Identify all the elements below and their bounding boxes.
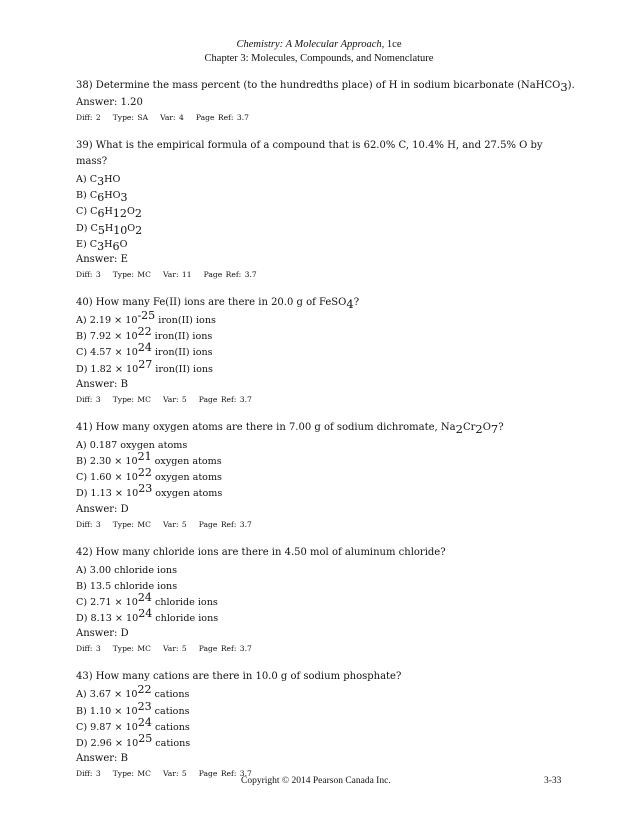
answer-line: Answer: D bbox=[76, 503, 129, 515]
question-text bbox=[76, 78, 576, 94]
subscript: 2 bbox=[455, 421, 463, 436]
text-run: D) 8.13 × 10 bbox=[76, 613, 139, 625]
metadata-field: Page Ref: 3.7 bbox=[203, 270, 257, 280]
question-metadata bbox=[76, 517, 576, 533]
text-run: cations bbox=[152, 738, 191, 750]
metadata-field: Diff: 3 bbox=[76, 394, 101, 404]
text-run: A) 0.187 oxygen atoms bbox=[76, 439, 188, 451]
question-block bbox=[76, 295, 576, 408]
metadata-field: Var: 5 bbox=[163, 394, 187, 404]
text-run: E) C bbox=[76, 238, 98, 250]
superscript: 24 bbox=[138, 607, 153, 621]
metadata-field: Page Ref: 3.7 bbox=[198, 769, 252, 779]
text-run: oxygen atoms bbox=[152, 488, 223, 500]
text-run: D) 1.82 × 10 bbox=[76, 363, 139, 375]
text-run: C) 4.57 × 10 bbox=[76, 347, 138, 359]
question-block bbox=[76, 78, 576, 126]
question-block bbox=[76, 545, 576, 658]
metadata-field: Type: MC bbox=[112, 394, 151, 404]
text-run: C) 9.87 × 10 bbox=[76, 721, 138, 733]
text-run: cations bbox=[151, 721, 190, 733]
text-run: B) 2.30 × 10 bbox=[76, 456, 138, 468]
text-run: O bbox=[482, 421, 491, 433]
question-metadata bbox=[76, 641, 576, 657]
text-run: 41) How many oxygen atoms are there in 7.00 g of sodium dichromate, Na bbox=[76, 421, 456, 433]
answer-option bbox=[76, 188, 576, 204]
text-run: B) 1.10 × 10 bbox=[76, 705, 138, 717]
superscript: 24 bbox=[137, 341, 152, 355]
question-block bbox=[76, 138, 576, 283]
superscript: 22 bbox=[137, 466, 152, 480]
text-run: iron(II) ions bbox=[151, 347, 213, 359]
superscript: 21 bbox=[137, 450, 152, 464]
answer-option bbox=[76, 357, 576, 378]
subscript: 6 bbox=[97, 190, 105, 204]
answer-line: Answer: B bbox=[76, 378, 128, 390]
question-block bbox=[76, 669, 576, 782]
subscript: 4 bbox=[346, 296, 354, 311]
answer-line: Answer: B bbox=[76, 753, 128, 765]
question-text bbox=[76, 545, 576, 561]
answer-option bbox=[76, 482, 576, 502]
superscript: 27 bbox=[138, 357, 153, 371]
answer-option bbox=[76, 172, 576, 188]
text-run: O bbox=[119, 238, 128, 250]
metadata-field: Var: 11 bbox=[163, 270, 192, 280]
superscript: 24 bbox=[137, 716, 152, 729]
question-metadata bbox=[76, 110, 576, 126]
answer-line: Answer: E bbox=[76, 254, 128, 266]
subscript: 2 bbox=[135, 223, 143, 237]
header-book-line bbox=[0, 38, 638, 52]
answer-option bbox=[76, 204, 576, 220]
subscript: 6 bbox=[97, 207, 105, 221]
superscript: 22 bbox=[137, 325, 152, 339]
text-run: B) 13.5 chloride ions bbox=[76, 580, 178, 592]
text-run: chloride ions bbox=[151, 597, 218, 609]
answer-option bbox=[76, 221, 576, 237]
subscript: 2 bbox=[475, 421, 483, 436]
metadata-field: Type: MC bbox=[112, 769, 151, 779]
text-run: iron(II) ions bbox=[151, 331, 213, 343]
text-run: O bbox=[127, 222, 136, 234]
superscript: 24 bbox=[137, 591, 152, 605]
subscript: 10 bbox=[113, 223, 128, 237]
metadata-field: Diff: 3 bbox=[76, 769, 101, 779]
answer-option bbox=[76, 563, 576, 579]
question-tail: ? bbox=[353, 297, 360, 309]
text-run: H bbox=[104, 238, 113, 250]
subscript: 5 bbox=[97, 223, 105, 237]
subscript: 7 bbox=[490, 421, 499, 436]
metadata-field: Diff: 3 bbox=[76, 519, 101, 529]
text-run: cations bbox=[151, 705, 190, 717]
page-number: 3-33 bbox=[544, 776, 562, 786]
metadata-field: Type: MC bbox=[112, 270, 151, 280]
subscript: 3 bbox=[97, 239, 105, 253]
text-run: A) 3.00 chloride ions bbox=[76, 564, 177, 576]
metadata-field: Var: 5 bbox=[163, 644, 187, 654]
question-list bbox=[76, 78, 576, 794]
text-run: D) 2.96 × 10 bbox=[76, 738, 139, 750]
metadata-field: Var: 4 bbox=[160, 113, 184, 122]
superscript: 23 bbox=[138, 482, 153, 496]
metadata-field: Type: MC bbox=[112, 519, 151, 529]
subscript: 3 bbox=[97, 174, 105, 188]
text-run: C) 1.60 × 10 bbox=[76, 472, 138, 484]
question-metadata bbox=[76, 392, 576, 408]
text-run: cations bbox=[151, 689, 190, 701]
question-stem: 40) How many Fe(II) ions are there in 20.0 g of FeSO bbox=[76, 297, 347, 309]
question-metadata bbox=[76, 267, 576, 283]
text-run: A) C bbox=[76, 174, 98, 185]
copyright-notice: Copyright © 2014 Pearson Canada Inc. bbox=[241, 776, 391, 786]
question-block bbox=[76, 420, 576, 533]
question-tail: ). bbox=[567, 80, 575, 91]
question-text bbox=[76, 138, 576, 170]
superscript: 22 bbox=[137, 683, 152, 697]
metadata-field: Diff: 3 bbox=[76, 644, 101, 654]
page-header bbox=[0, 38, 638, 66]
metadata-field: Var: 5 bbox=[163, 519, 187, 529]
text-run: A) 2.19 × 10 bbox=[76, 315, 138, 327]
metadata-field: Var: 5 bbox=[163, 769, 187, 779]
answer-line: Answer: 1.20 bbox=[76, 97, 143, 108]
question-stem: 39) What is the empirical formula of a compound that is 62.0% C, 10.4% H, and 27.5% O by mass? bbox=[76, 140, 543, 167]
text-run: HO bbox=[104, 174, 121, 185]
metadata-field: Page Ref: 3.7 bbox=[195, 113, 249, 122]
text-run: Cr bbox=[462, 421, 476, 433]
answer-option bbox=[76, 607, 576, 627]
subscript: 3 bbox=[120, 190, 128, 204]
subscript: 6 bbox=[112, 239, 120, 253]
text-run: D) 1.13 × 10 bbox=[76, 488, 139, 500]
metadata-field: Page Ref: 3.7 bbox=[198, 394, 252, 404]
text-run: B) 7.92 × 10 bbox=[76, 331, 138, 343]
answer-option bbox=[76, 237, 576, 253]
metadata-field: Diff: 3 bbox=[76, 270, 101, 280]
book-title: Chemistry: A Molecular Approach, bbox=[236, 39, 385, 50]
superscript: 25 bbox=[138, 732, 153, 746]
text-run: iron(II) ions bbox=[155, 315, 216, 327]
metadata-field: Page Ref: 3.7 bbox=[198, 644, 252, 654]
header-chapter: Chapter 3: Molecules, Compounds, and Nomenclature bbox=[204, 53, 434, 64]
text-run: iron(II) ions bbox=[152, 363, 213, 375]
book-edition: 1ce bbox=[384, 39, 402, 50]
question-stem: 43) How many cations are there in 10.0 g of sodium phosphate? bbox=[76, 671, 402, 683]
subscript: 3 bbox=[560, 79, 568, 94]
text-run: HO bbox=[104, 190, 121, 202]
text-run: C) 2.71 × 10 bbox=[76, 597, 138, 609]
answer-line: Answer: D bbox=[76, 628, 129, 640]
question-stem: 38) Determine the mass percent (to the hundredths place) of H in sodium bicarbonate (NaHCO bbox=[76, 80, 561, 91]
subscript: 12 bbox=[112, 207, 127, 221]
question-text bbox=[76, 420, 576, 436]
text-run: chloride ions bbox=[152, 613, 219, 625]
text-run: D) C bbox=[76, 222, 98, 234]
answer-option bbox=[76, 732, 576, 752]
text-run: C) C bbox=[76, 206, 98, 218]
text-run: H bbox=[104, 222, 114, 234]
question-stem: 42) How many chloride ions are there in 4.50 mol of aluminum chloride? bbox=[76, 546, 446, 558]
text-run: A) 3.67 × 10 bbox=[76, 689, 138, 701]
superscript: 23 bbox=[137, 699, 152, 713]
text-run: oxygen atoms bbox=[151, 472, 222, 484]
text-run: O bbox=[126, 206, 135, 218]
text-run: B) C bbox=[76, 190, 98, 202]
metadata-field: Diff: 2 bbox=[76, 113, 101, 122]
text-run: oxygen atoms bbox=[151, 456, 222, 468]
metadata-field: Type: MC bbox=[112, 644, 151, 654]
metadata-field: Page Ref: 3.7 bbox=[198, 519, 252, 529]
superscript: -25 bbox=[137, 309, 156, 323]
text-run: H bbox=[104, 206, 113, 218]
text-run: ? bbox=[498, 421, 504, 433]
subscript: 2 bbox=[134, 207, 142, 221]
metadata-field: Type: SA bbox=[112, 113, 149, 122]
